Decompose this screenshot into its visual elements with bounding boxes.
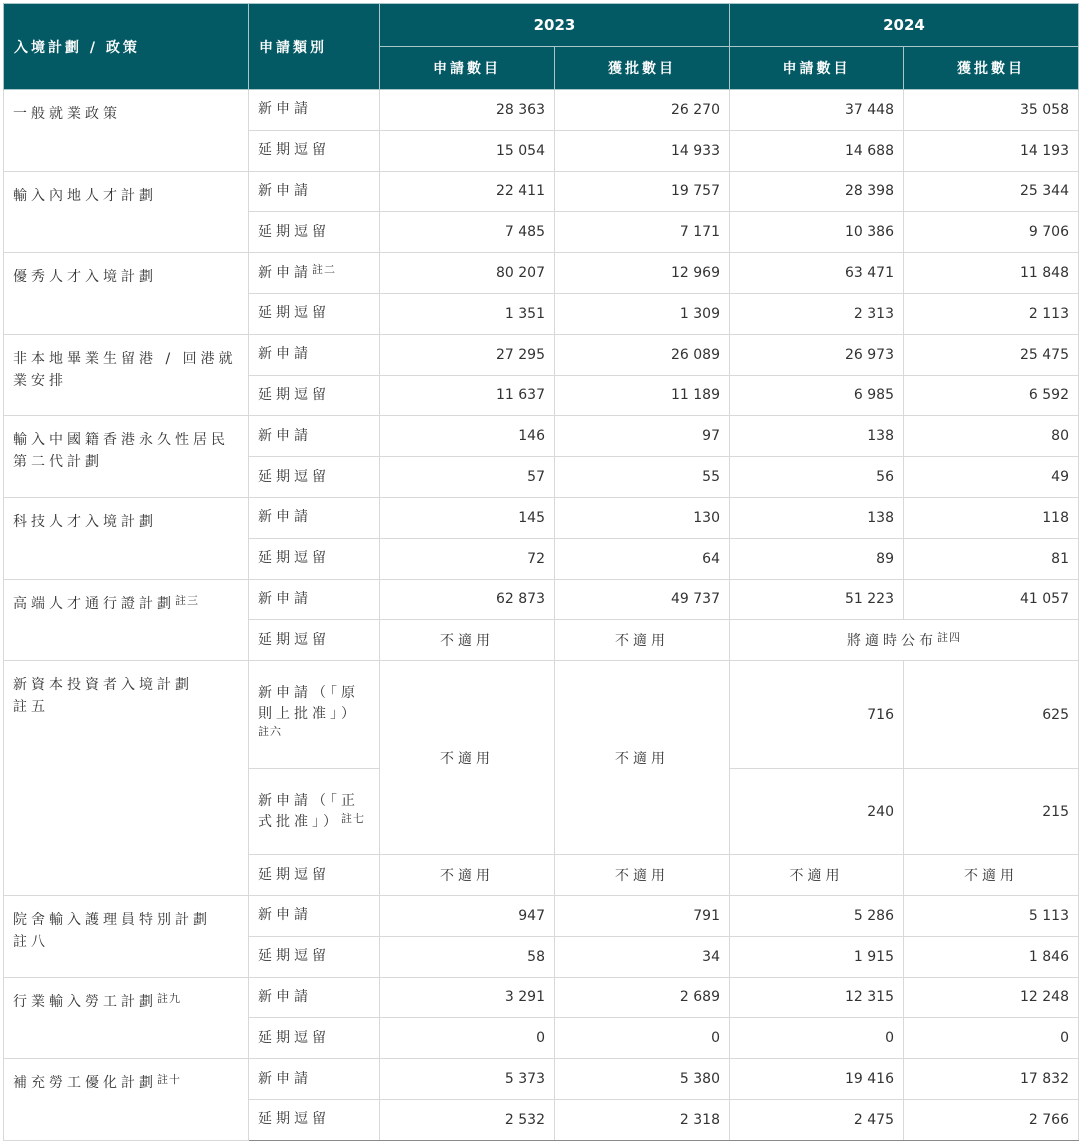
value-cell: 89: [730, 538, 904, 579]
category-extension: 延期逗留: [249, 538, 380, 579]
category-new: 新申請: [249, 416, 380, 457]
value-cell: 130: [555, 497, 730, 538]
value-cell: 19 757: [555, 171, 730, 212]
footnote-marker: 註五: [13, 699, 49, 716]
value-cell: 145: [380, 497, 555, 538]
value-cell: 5 380: [555, 1059, 730, 1100]
value-cell: 0: [555, 1018, 730, 1059]
value-cell: 80: [904, 416, 1079, 457]
value-cell: 15 054: [380, 130, 555, 171]
value-cell: 25 344: [904, 171, 1079, 212]
value-cell: 55: [555, 457, 730, 498]
footnote-marker: 註九: [157, 991, 181, 1005]
table-row: [4, 90, 1079, 131]
footnote-marker: 註二: [312, 262, 336, 276]
category-extension: 延期逗留: [249, 1018, 380, 1059]
table-row: [4, 416, 1079, 457]
footnote-marker: 註六: [258, 725, 282, 739]
scheme-name: 一般就業政策: [4, 90, 249, 172]
category-new: 新申請: [249, 977, 380, 1018]
table-row: [4, 579, 1079, 620]
category-extension: 延期逗留: [249, 212, 380, 253]
category-extension: 延期逗留: [249, 855, 380, 896]
value-cell: 25 475: [904, 334, 1079, 375]
value-cell: 2 318: [555, 1099, 730, 1140]
table-row: [4, 661, 1079, 769]
value-cell: 1 846: [904, 936, 1079, 977]
category-extension: 延期逗留: [249, 293, 380, 334]
column-header-approved-2024: 獲批數目: [904, 47, 1079, 90]
category-new: 新申請: [249, 90, 380, 131]
value-cell: 80 207: [380, 253, 555, 294]
value-cell: 97: [555, 416, 730, 457]
value-cell: 26 973: [730, 334, 904, 375]
category-extension: 延期逗留: [249, 457, 380, 498]
not-applicable-cell: 不適用: [380, 855, 555, 896]
value-cell: 10 386: [730, 212, 904, 253]
column-header-scheme: 入境計劃 / 政策: [4, 4, 249, 90]
value-cell: 7 485: [380, 212, 555, 253]
category-new-formal: 新申請（「正式批准」）$^{註七}$: [249, 769, 380, 855]
value-cell: 62 873: [380, 579, 555, 620]
category-new: 新申請: [249, 579, 380, 620]
value-cell: 2 689: [555, 977, 730, 1018]
value-cell: 146: [380, 416, 555, 457]
not-applicable-cell: 不適用: [555, 661, 730, 855]
value-cell: 58: [380, 936, 555, 977]
value-cell: 716: [730, 661, 904, 769]
value-cell: 138: [730, 497, 904, 538]
value-cell: 12 248: [904, 977, 1079, 1018]
value-cell: 118: [904, 497, 1079, 538]
value-cell: 11 637: [380, 375, 555, 416]
category-new: 新申請$^{註二}$: [249, 253, 380, 294]
value-cell: 2 113: [904, 293, 1079, 334]
value-cell: 1 309: [555, 293, 730, 334]
not-applicable-cell: 不適用: [730, 855, 904, 896]
category-extension: 延期逗留: [249, 130, 380, 171]
value-cell: 0: [904, 1018, 1079, 1059]
value-cell: 12 315: [730, 977, 904, 1018]
scheme-name: 新資本投資者入境計劃 註五: [4, 661, 249, 896]
footnote-marker: 註八: [13, 933, 49, 950]
table-row: [4, 171, 1079, 212]
value-cell: 1 351: [380, 293, 555, 334]
value-cell: 11 189: [555, 375, 730, 416]
column-header-applications-2023: 申請數目: [380, 47, 555, 90]
footnote-marker: 註三: [175, 593, 199, 607]
column-header-year-2023: 2023: [380, 4, 730, 47]
value-cell: 56: [730, 457, 904, 498]
table-row: [4, 253, 1079, 294]
scheme-name: 高端人才通行證計劃$^{註三}$: [4, 579, 249, 661]
category-new: 新申請: [249, 497, 380, 538]
category-extension: 延期逗留: [249, 936, 380, 977]
value-cell: 1 915: [730, 936, 904, 977]
value-cell: 27 295: [380, 334, 555, 375]
scheme-name: 輸入中國籍香港永久性居民第二代計劃: [4, 416, 249, 498]
category-new: 新申請: [249, 1059, 380, 1100]
value-cell: 19 416: [730, 1059, 904, 1100]
value-cell: 57: [380, 457, 555, 498]
value-cell: 64: [555, 538, 730, 579]
value-cell: 11 848: [904, 253, 1079, 294]
value-cell: 5 286: [730, 895, 904, 936]
column-header-approved-2023: 獲批數目: [555, 47, 730, 90]
value-cell: 2 532: [380, 1099, 555, 1140]
value-cell: 49 737: [555, 579, 730, 620]
immigration-statistics-table: [3, 3, 1079, 1141]
category-new-in-principle: 新申請（「原則上批准」）$^{註六}$: [249, 661, 380, 769]
value-cell: 81: [904, 538, 1079, 579]
value-cell: 51 223: [730, 579, 904, 620]
value-cell: 0: [730, 1018, 904, 1059]
column-header-applications-2024: 申請數目: [730, 47, 904, 90]
scheme-name: 輸入內地人才計劃: [4, 171, 249, 253]
table-row: [4, 895, 1079, 936]
value-cell: 7 171: [555, 212, 730, 253]
table-row: [4, 1059, 1079, 1100]
value-cell: 26 270: [555, 90, 730, 131]
value-cell: 6 592: [904, 375, 1079, 416]
not-applicable-cell: 不適用: [555, 620, 730, 661]
value-cell: 17 832: [904, 1059, 1079, 1100]
footnote-marker: 註四: [937, 631, 961, 645]
category-new: 新申請: [249, 171, 380, 212]
scheme-name: 行業輸入勞工計劃$^{註九}$: [4, 977, 249, 1059]
scheme-name: 優秀人才入境計劃: [4, 253, 249, 335]
value-cell: 625: [904, 661, 1079, 769]
not-applicable-cell: 不適用: [380, 661, 555, 855]
value-cell: 28 363: [380, 90, 555, 131]
scheme-name: 院舍輸入護理員特別計劃 註八: [4, 895, 249, 977]
category-new: 新申請: [249, 895, 380, 936]
column-header-type: 申請類別: [249, 4, 380, 90]
category-extension: 延期逗留: [249, 620, 380, 661]
value-cell: 34: [555, 936, 730, 977]
category-new: 新申請: [249, 334, 380, 375]
not-applicable-cell: 不適用: [380, 620, 555, 661]
to-be-announced-cell: 將適時公布$^{註四}$: [730, 620, 1079, 661]
value-cell: 14 688: [730, 130, 904, 171]
value-cell: 240: [730, 769, 904, 855]
value-cell: 3 291: [380, 977, 555, 1018]
column-header-year-2024: 2024: [730, 4, 1079, 47]
category-extension: 延期逗留: [249, 375, 380, 416]
value-cell: 35 058: [904, 90, 1079, 131]
value-cell: 12 969: [555, 253, 730, 294]
value-cell: 22 411: [380, 171, 555, 212]
value-cell: 2 766: [904, 1099, 1079, 1140]
category-extension: 延期逗留: [249, 1099, 380, 1140]
scheme-name: 非本地畢業生留港 / 回港就業安排: [4, 334, 249, 416]
value-cell: 37 448: [730, 90, 904, 131]
value-cell: 947: [380, 895, 555, 936]
value-cell: 28 398: [730, 171, 904, 212]
scheme-name: 科技人才入境計劃: [4, 497, 249, 579]
value-cell: 41 057: [904, 579, 1079, 620]
scheme-name: 補充勞工優化計劃$^{註十}$: [4, 1059, 249, 1141]
value-cell: 63 471: [730, 253, 904, 294]
value-cell: 2 475: [730, 1099, 904, 1140]
value-cell: 215: [904, 769, 1079, 855]
value-cell: 14 933: [555, 130, 730, 171]
value-cell: 6 985: [730, 375, 904, 416]
not-applicable-cell: 不適用: [555, 855, 730, 896]
value-cell: 72: [380, 538, 555, 579]
value-cell: 5 113: [904, 895, 1079, 936]
value-cell: 5 373: [380, 1059, 555, 1100]
table-row: [4, 334, 1079, 375]
value-cell: 2 313: [730, 293, 904, 334]
value-cell: 0: [380, 1018, 555, 1059]
value-cell: 49: [904, 457, 1079, 498]
not-applicable-cell: 不適用: [904, 855, 1079, 896]
value-cell: 26 089: [555, 334, 730, 375]
footnote-marker: 註七: [341, 811, 365, 825]
table-row: [4, 497, 1079, 538]
value-cell: 14 193: [904, 130, 1079, 171]
footnote-marker: 註十: [157, 1073, 181, 1087]
table-row: [4, 977, 1079, 1018]
value-cell: 791: [555, 895, 730, 936]
value-cell: 138: [730, 416, 904, 457]
value-cell: 9 706: [904, 212, 1079, 253]
